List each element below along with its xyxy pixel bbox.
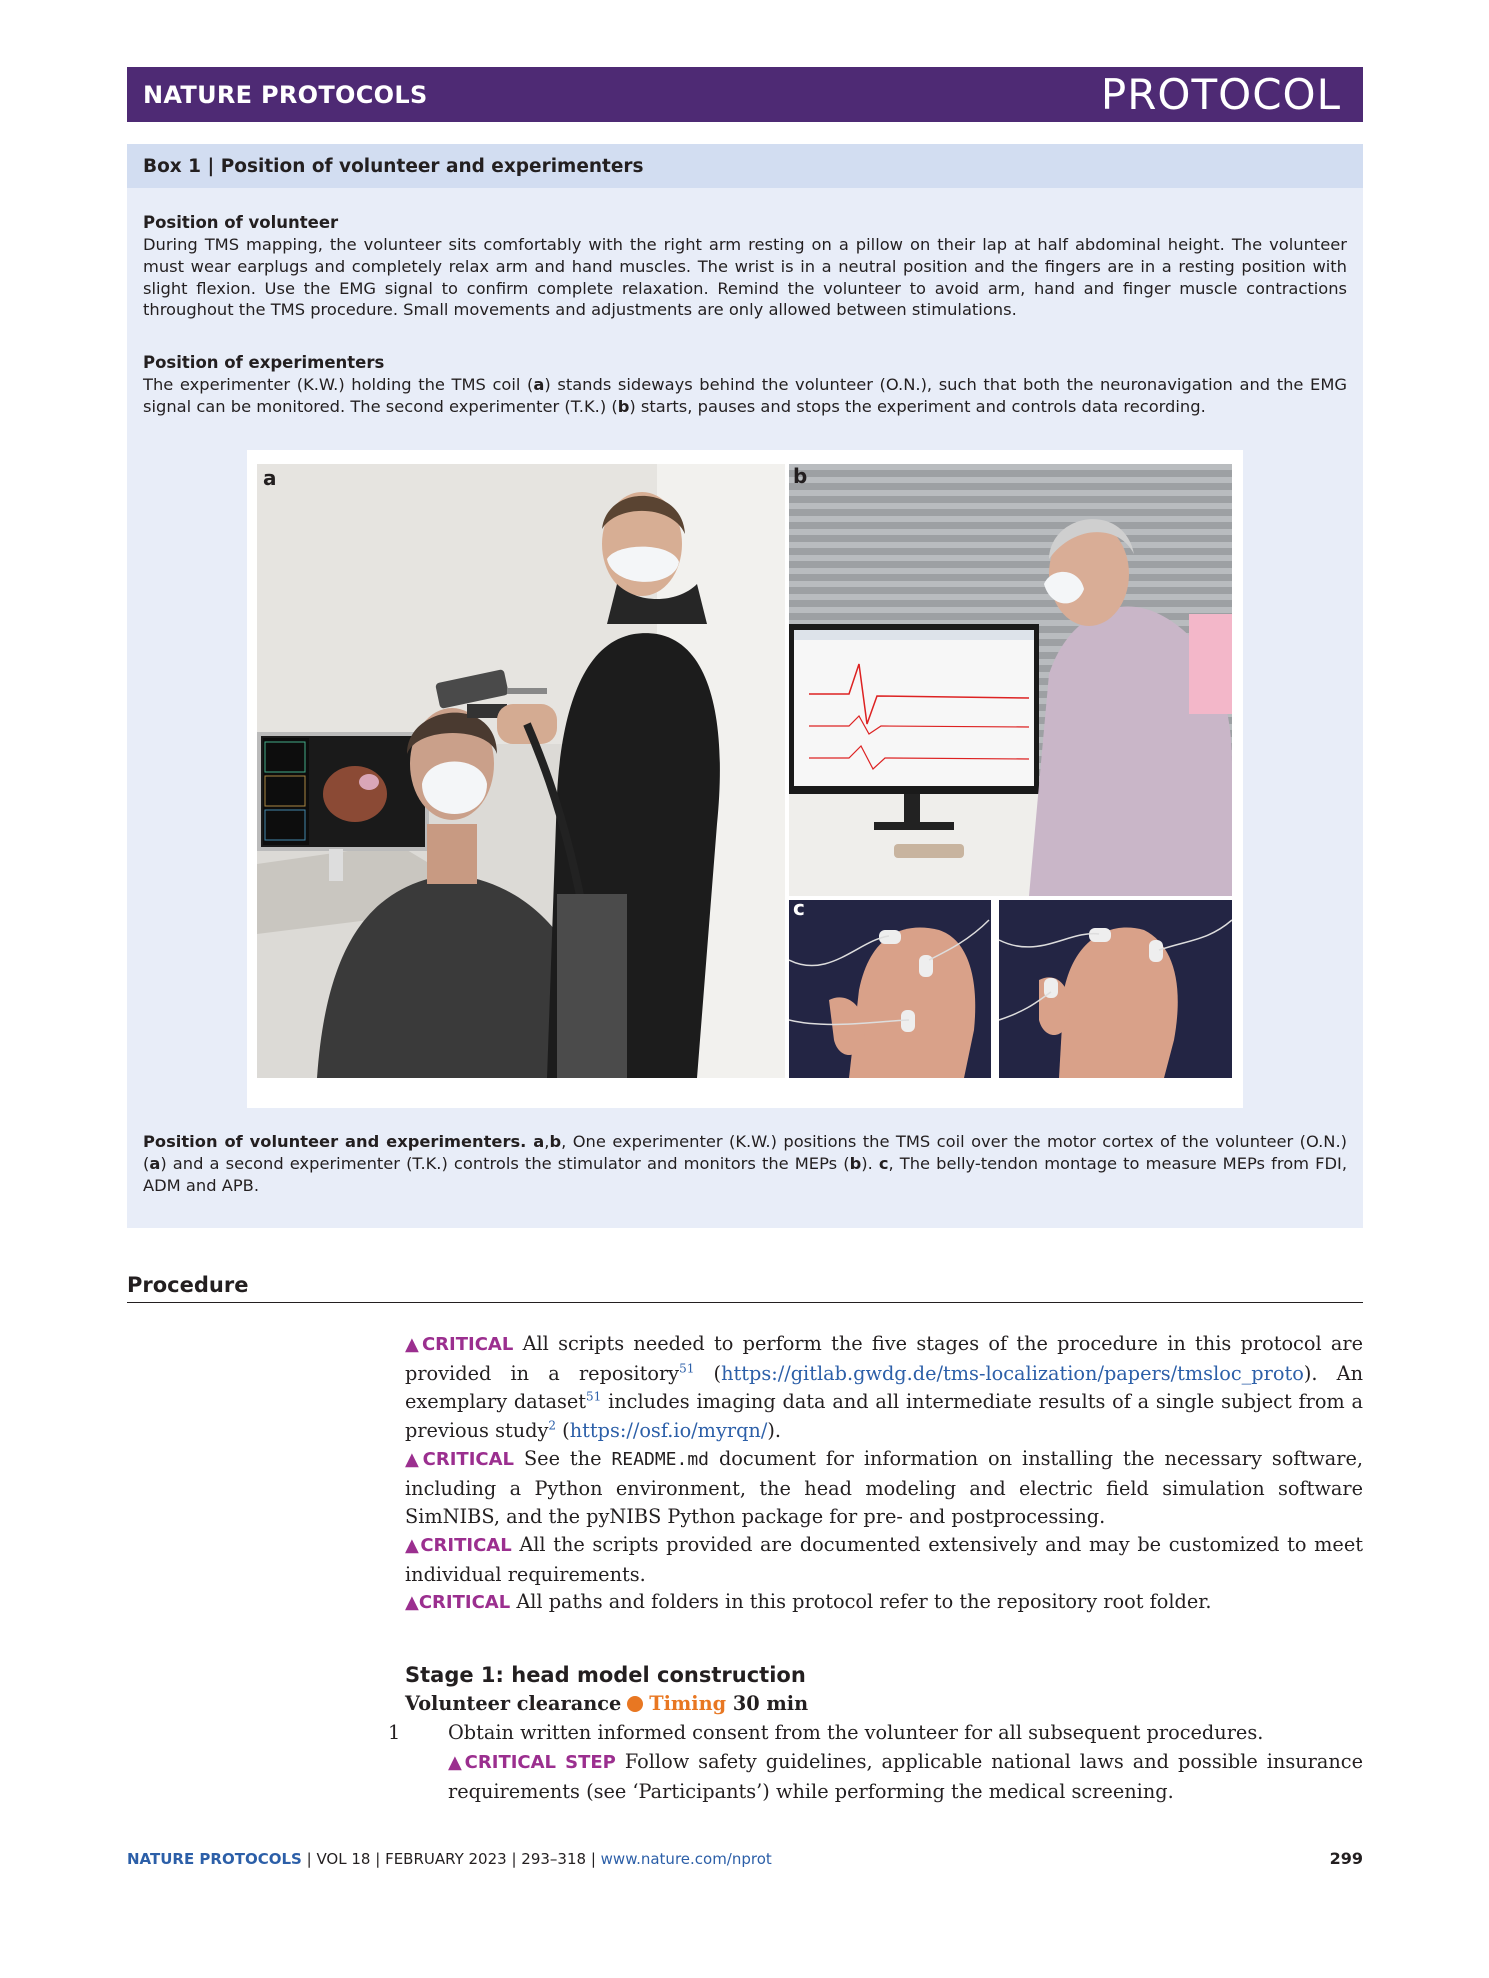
critical-note-1: ▲CRITICAL All scripts needed to perform the five stages of the procedure in this protocol are provided in a repository$^{51}$ (https://gitlab.gwdg.de/tms-localization/papers/tmsloc_proto). An exemplary dataset$^{51}$ includes imaging data and all intermediate results of a single subject from a previous study$^2$ (https://osf.io/myrqn/). (405, 1332, 1364, 1442)
figure-caption: Position of volunteer and experimenters. a,b, One experimenter (K.W.) positions the TMS coil over the motor cortex of the volunteer (O.N.) (a) and a second experimenter (T.K.) controls the stimulator and monitors the MEPs (b). c, The belly-tendon montage to measure MEPs from FDI, ADM and APB. (143, 1132, 1347, 1195)
critical-label: ▲CRITICAL (405, 1592, 511, 1613)
critical-note-4: ▲CRITICAL All paths and folders in this protocol refer to the repository root folder. (405, 1590, 1212, 1613)
critical-step-label: ▲CRITICAL STEP (448, 1752, 616, 1773)
experimenters-text: The experimenter (K.W.) holding the TMS coil (a) stands sideways behind the volunteer (O.N.), such that both the neuronavigation and the EMG signal can be monitored. The second experimenter (T.K.) (b) starts, pauses and stops the experiment and controls data recording. (143, 375, 1347, 416)
timing-line: Volunteer clearance Timing 30 min (405, 1692, 809, 1715)
dataset-link[interactable]: https://osf.io/myrqn/ (569, 1418, 768, 1442)
experimenters-heading: Position of experimenters (143, 353, 385, 372)
step-1-text: Obtain written informed consent from the volunteer for all subsequent procedures. (448, 1721, 1264, 1744)
critical-label: ▲CRITICAL (405, 1334, 514, 1355)
procedure-heading: Procedure (127, 1273, 249, 1297)
timing-dot-icon (627, 1696, 643, 1712)
panel-b-illustration (789, 464, 1232, 896)
stage-1-heading: Stage 1: head model construction (405, 1663, 806, 1687)
volunteer-text: During TMS mapping, the volunteer sits comfortably with the right arm resting on a pillow on their lap at half abdominal height. The volunteer must wear earplugs and completely relax arm and hand muscles. The wrist is in a neutral position and the fingers are in a resting position with slight flexion. Use the EMG signal to confirm complete relaxation. Remind the volunteer to avoid arm, hand and finger muscle contractions throughout the TMS procedure. Small movements and adjustments are only allowed between stimulations. (143, 235, 1347, 320)
panel-a-label: a (263, 466, 277, 490)
panel-c-illustration (789, 900, 1232, 1078)
panel-c-label: c (793, 900, 805, 920)
journal-header-bar (127, 67, 1363, 122)
journal-name: NATURE PROTOCOLS (143, 81, 428, 109)
panel-a-illustration (257, 464, 785, 1078)
page-number: 299 (1329, 1849, 1363, 1868)
panel-b-label: b (793, 464, 808, 488)
critical-step-note: ▲CRITICAL STEP Follow safety guidelines, applicable national laws and possible insurance requirements (see ‘Participants’) while performing the medical screening. (448, 1750, 1363, 1803)
critical-note-3: ▲CRITICAL All the scripts provided are documented extensively and may be customized to meet individual requirements. (405, 1533, 1363, 1586)
page-footer: NATURE PROTOCOLS | VOL 18 | FEBRUARY 2023 | 293–318 | www.nature.com/nprot (127, 1850, 772, 1868)
box-title-bar (127, 144, 1363, 188)
critical-label: ▲CRITICAL (405, 1449, 515, 1470)
box-title: Box 1 | Position of volunteer and experimenters (143, 156, 644, 177)
figure-photo (247, 450, 1243, 1108)
procedure-rule (127, 1302, 1363, 1303)
photo-panel-b (789, 464, 1232, 896)
critical-label: ▲CRITICAL (405, 1535, 512, 1556)
photo-panel-c (789, 900, 1232, 1078)
box-1 (127, 144, 1363, 1228)
article-type: PROTOCOL (1100, 70, 1341, 119)
volunteer-heading: Position of volunteer (143, 213, 339, 232)
critical-note-2: ▲CRITICAL See the README.md document for information on installing the necessary software, including a Python environment, the head modeling and electric field simulation software SimNIBS, and the pyNIBS Python package for pre- and postprocessing. (405, 1447, 1363, 1529)
journal-url-link[interactable]: www.nature.com/nprot (600, 1850, 772, 1868)
readme-code: README.md (611, 1449, 710, 1470)
step-number: 1 (388, 1721, 401, 1744)
repository-link[interactable]: https://gitlab.gwdg.de/tms-localization/papers/tmsloc_proto (721, 1361, 1304, 1385)
photo-panel-a (257, 464, 785, 1078)
